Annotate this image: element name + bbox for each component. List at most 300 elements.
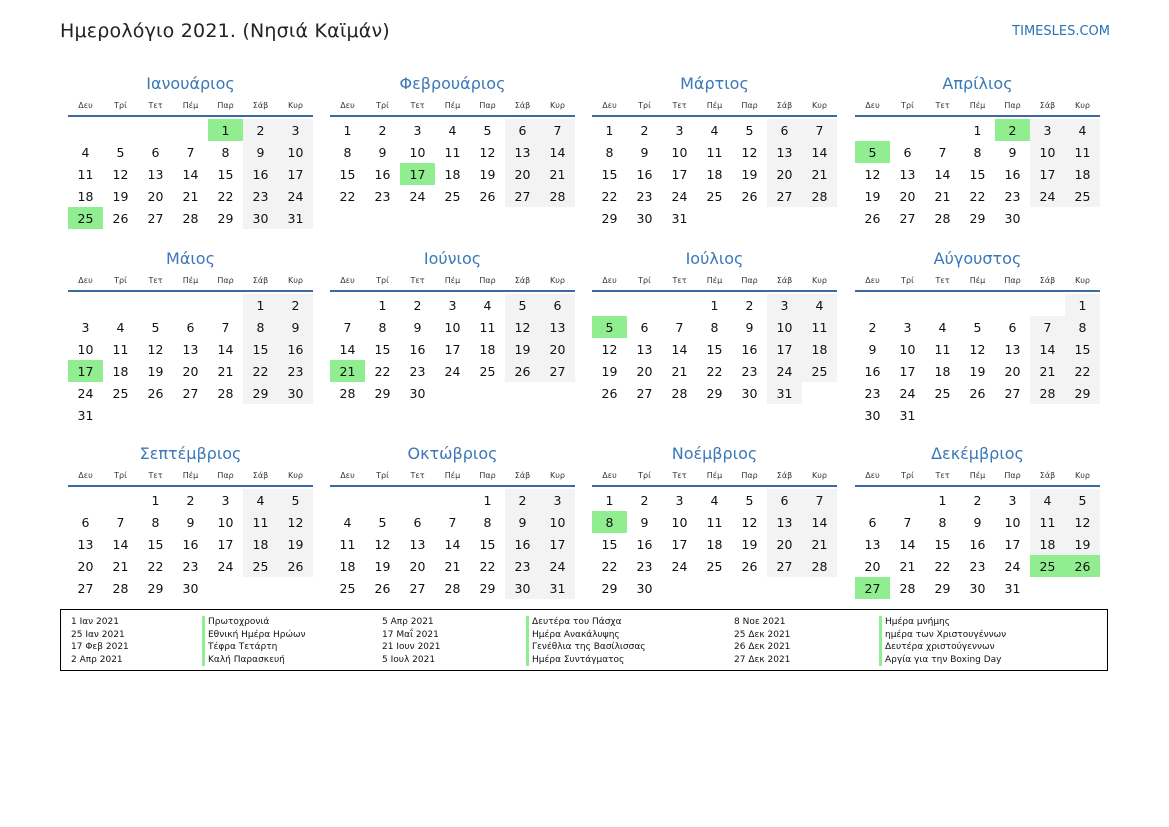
day-cell: 4 (1030, 489, 1065, 511)
day-cell: 24 (278, 185, 313, 207)
day-cell: 11 (339, 536, 356, 552)
day-grid (855, 294, 1100, 426)
day-cell: 10 (217, 514, 234, 530)
day-cell: 26 (864, 210, 881, 226)
holiday-name: Γενέθλια της Βασίλισσας (526, 641, 646, 654)
day-cell: 29 (1065, 382, 1100, 404)
day-cell: 5 (973, 319, 982, 335)
day-cell: 6 (640, 319, 649, 335)
day-cell: 21 (899, 558, 916, 574)
holiday-name: Ημέρα Ανακάλυψης (526, 629, 646, 642)
day-cell: 21 (112, 558, 129, 574)
day-cell: 27 (77, 580, 94, 596)
month-calendar (592, 247, 837, 404)
weekday-label: Τετ (410, 101, 425, 110)
day-cell: 16 (374, 166, 391, 182)
day-cell: 26 (479, 188, 496, 204)
day-cell: 3 (81, 319, 90, 335)
day-cell: 30 (505, 577, 540, 599)
day-cell: 1 (973, 122, 982, 138)
weekday-label: Πέμ (969, 101, 986, 110)
day-cell: 3 (278, 119, 313, 141)
day-cell: 16 (182, 536, 199, 552)
weekday-label: Παρ (479, 471, 496, 480)
holiday-date: 2 Απρ 2021 (71, 654, 123, 665)
day-cell: 26 (601, 385, 618, 401)
month-calendar (330, 72, 575, 207)
day-cell: 28 (540, 185, 575, 207)
day-cell: 11 (77, 166, 94, 182)
holiday-names-col-3 (879, 616, 1006, 666)
day-cell: 2 (505, 489, 540, 511)
day-cell: 20 (636, 363, 653, 379)
day-grid (855, 489, 1100, 599)
weekday-label: Παρ (1004, 471, 1021, 480)
day-cell: 19 (741, 536, 758, 552)
day-cell: 14 (444, 536, 461, 552)
weekday-label: Τρί (114, 276, 127, 285)
day-cell: 28 (899, 580, 916, 596)
day-cell: 5 (1065, 489, 1100, 511)
weekday-label: Σάβ (514, 276, 531, 285)
day-cell: 3 (448, 297, 457, 313)
empty-cell (627, 294, 662, 316)
day-cell: 2 (243, 119, 278, 141)
site-link[interactable]: TIMESLES.COM (1012, 24, 1110, 39)
holiday-name: Τέφρα Τετάρτη (202, 641, 306, 654)
month-name: Οκτώβριος (407, 444, 498, 463)
day-cell: 25 (243, 555, 278, 577)
day-cell: 12 (741, 144, 758, 160)
day-cell: 5 (505, 294, 540, 316)
day-cell: 6 (413, 514, 422, 530)
day-cell: 24 (1004, 558, 1021, 574)
day-cell: 12 (147, 341, 164, 357)
day-cell: 13 (864, 536, 881, 552)
day-cell: 6 (81, 514, 90, 530)
day-cell: 10 (444, 319, 461, 335)
day-cell: 22 (1065, 360, 1100, 382)
weekday-label: Τετ (148, 276, 163, 285)
day-cell: 17 (671, 536, 688, 552)
day-cell: 12 (479, 144, 496, 160)
day-cell: 10 (767, 316, 802, 338)
weekday-label: Σάβ (1039, 471, 1056, 480)
weekday-header (855, 271, 1100, 292)
empty-cell (208, 294, 243, 316)
empty-cell (435, 489, 470, 511)
day-cell: 29 (969, 210, 986, 226)
day-cell: 20 (77, 558, 94, 574)
day-cell: 21 (802, 163, 837, 185)
day-cell: 29 (243, 382, 278, 404)
day-cell: 20 (767, 163, 802, 185)
day-cell: 31 (899, 407, 916, 423)
day-cell: 23 (741, 363, 758, 379)
weekday-label: Δευ (602, 471, 617, 480)
day-cell: 24 (767, 360, 802, 382)
day-cell: 13 (899, 166, 916, 182)
day-cell: 30 (182, 580, 199, 596)
day-cell: 7 (221, 319, 230, 335)
day-cell: 30 (636, 210, 653, 226)
day-cell: 2 (378, 122, 387, 138)
day-cell: 7 (903, 514, 912, 530)
day-cell: 27 (636, 385, 653, 401)
day-cell: 26 (147, 385, 164, 401)
day-cell: 7 (343, 319, 352, 335)
day-cell: 9 (505, 511, 540, 533)
month-calendar (68, 72, 313, 229)
day-cell: 31 (767, 382, 802, 404)
weekday-label: Παρ (217, 471, 234, 480)
empty-cell (173, 119, 208, 141)
day-cell: 29 (601, 210, 618, 226)
weekday-label: Δευ (78, 101, 93, 110)
day-cell: 19 (278, 533, 313, 555)
day-cell: 26 (278, 555, 313, 577)
day-cell: 9 (186, 514, 195, 530)
weekday-label: Δευ (602, 101, 617, 110)
day-cell: 25 (802, 360, 837, 382)
weekday-label: Τετ (935, 276, 950, 285)
weekday-label: Πέμ (182, 276, 199, 285)
weekday-label: Τρί (376, 471, 389, 480)
empty-cell (925, 119, 960, 141)
day-cell: 26 (112, 210, 129, 226)
day-cell: 4 (81, 144, 90, 160)
day-cell: 14 (540, 141, 575, 163)
day-cell: 19 (601, 363, 618, 379)
weekday-label: Τρί (901, 101, 914, 110)
month-calendar (855, 247, 1100, 426)
day-cell: 4 (710, 122, 719, 138)
day-cell: 23 (505, 555, 540, 577)
day-cell: 14 (802, 141, 837, 163)
day-cell: 18 (706, 166, 723, 182)
day-cell: 16 (505, 533, 540, 555)
month-name: Απρίλιος (942, 74, 1013, 93)
day-cell: 10 (1030, 141, 1065, 163)
month-calendar (330, 247, 575, 404)
weekday-label: Παρ (1004, 101, 1021, 110)
day-cell: 5 (278, 489, 313, 511)
weekday-label: Πέμ (706, 276, 723, 285)
day-cell: 1 (1065, 294, 1100, 316)
day-cell: 16 (636, 536, 653, 552)
holiday-date: 26 Δεκ 2021 (734, 642, 791, 652)
empty-cell (103, 119, 138, 141)
holiday-name: Εθνική Ημέρα Ηρώων (202, 629, 306, 642)
day-cell: 22 (243, 360, 278, 382)
day-cell: 31 (77, 407, 94, 423)
day-cell: 1 (605, 122, 614, 138)
day-grid (68, 119, 313, 229)
day-cell: 30 (1004, 210, 1021, 226)
day-cell: 25 (934, 385, 951, 401)
day-cell: 16 (1004, 166, 1021, 182)
day-cell: 9 (640, 144, 649, 160)
day-cell: 18 (339, 558, 356, 574)
day-cell: 20 (505, 163, 540, 185)
day-cell: 16 (409, 341, 426, 357)
holiday-name: Καλή Παρασκευή (202, 654, 306, 667)
weekday-label: Παρ (479, 101, 496, 110)
day-grid (68, 489, 313, 599)
weekday-label: Τρί (638, 276, 651, 285)
weekday-label: Δευ (340, 276, 355, 285)
day-cell: 24 (409, 188, 426, 204)
weekday-label: Τετ (935, 101, 950, 110)
day-cell: 13 (540, 316, 575, 338)
day-cell: 7 (448, 514, 457, 530)
day-grid (330, 294, 575, 404)
day-cell: 11 (706, 144, 723, 160)
holiday-day-cell: 25 (68, 207, 103, 229)
holiday-day-cell: 8 (592, 511, 627, 533)
day-cell: 25 (1065, 185, 1100, 207)
weekday-label: Δευ (865, 101, 880, 110)
day-cell: 23 (636, 558, 653, 574)
day-cell: 8 (938, 514, 947, 530)
empty-cell (890, 294, 925, 316)
weekday-header (592, 466, 837, 487)
month-name: Ιανουάριος (146, 74, 235, 93)
month-calendar (68, 247, 313, 426)
holiday-day-cell: 26 (1065, 555, 1100, 577)
day-cell: 24 (77, 385, 94, 401)
day-cell: 4 (1065, 119, 1100, 141)
day-cell: 3 (675, 122, 684, 138)
weekday-label: Τετ (410, 471, 425, 480)
day-cell: 27 (147, 210, 164, 226)
day-cell: 17 (278, 163, 313, 185)
day-cell: 19 (112, 188, 129, 204)
day-cell: 8 (483, 514, 492, 530)
empty-cell (925, 294, 960, 316)
day-cell: 16 (278, 338, 313, 360)
day-cell: 23 (636, 188, 653, 204)
day-cell: 9 (1008, 144, 1017, 160)
holiday-date: 17 Μαΐ 2021 (382, 629, 439, 640)
day-cell: 27 (1004, 385, 1021, 401)
day-cell: 13 (147, 166, 164, 182)
weekday-label: Κυρ (1075, 471, 1090, 480)
day-cell: 5 (745, 122, 754, 138)
day-cell: 22 (479, 558, 496, 574)
day-cell: 7 (186, 144, 195, 160)
day-cell: 15 (479, 536, 496, 552)
weekday-label: Κυρ (1075, 101, 1090, 110)
day-cell: 22 (339, 188, 356, 204)
day-cell: 9 (640, 514, 649, 530)
weekday-label: Κυρ (550, 471, 565, 480)
day-cell: 21 (217, 363, 234, 379)
day-cell: 30 (243, 207, 278, 229)
day-cell: 23 (243, 185, 278, 207)
day-cell: 3 (1030, 119, 1065, 141)
day-cell: 18 (1065, 163, 1100, 185)
day-cell: 26 (741, 558, 758, 574)
month-name: Νοέμβριος (671, 444, 758, 463)
weekday-label: Δευ (865, 471, 880, 480)
holiday-names-col-2 (526, 616, 646, 666)
weekday-label: Δευ (340, 471, 355, 480)
day-cell: 14 (671, 341, 688, 357)
weekday-header (592, 271, 837, 292)
weekday-label: Πέμ (182, 471, 199, 480)
day-cell: 11 (479, 319, 496, 335)
day-cell: 9 (868, 341, 877, 357)
weekday-label: Πέμ (969, 276, 986, 285)
weekday-label: Παρ (1004, 276, 1021, 285)
day-cell: 9 (378, 144, 387, 160)
day-cell: 30 (741, 385, 758, 401)
day-cell: 3 (1008, 492, 1017, 508)
day-cell: 18 (479, 341, 496, 357)
day-cell: 21 (444, 558, 461, 574)
day-cell: 23 (864, 385, 881, 401)
weekday-label: Πέμ (969, 471, 986, 480)
day-cell: 12 (112, 166, 129, 182)
month-name: Φεβρουάριος (399, 74, 506, 93)
day-cell: 29 (479, 580, 496, 596)
holiday-day-cell: 27 (855, 577, 890, 599)
day-cell: 17 (1030, 163, 1065, 185)
day-cell: 26 (741, 188, 758, 204)
day-cell: 15 (217, 166, 234, 182)
day-cell: 15 (147, 536, 164, 552)
day-cell: 20 (540, 338, 575, 360)
day-cell: 28 (182, 210, 199, 226)
day-cell: 9 (243, 141, 278, 163)
day-cell: 16 (864, 363, 881, 379)
empty-cell (68, 294, 103, 316)
day-cell: 12 (969, 341, 986, 357)
day-cell: 18 (802, 338, 837, 360)
day-grid (330, 489, 575, 599)
day-cell: 10 (1004, 514, 1021, 530)
day-cell: 6 (540, 294, 575, 316)
day-cell: 2 (186, 492, 195, 508)
empty-cell (103, 294, 138, 316)
day-cell: 13 (182, 341, 199, 357)
day-cell: 27 (767, 185, 802, 207)
day-cell: 20 (147, 188, 164, 204)
weekday-label: Κυρ (550, 276, 565, 285)
day-cell: 22 (374, 363, 391, 379)
weekday-label: Σάβ (776, 276, 793, 285)
weekday-label: Παρ (479, 276, 496, 285)
day-cell: 24 (671, 188, 688, 204)
holiday-date: 5 Απρ 2021 (382, 617, 434, 627)
weekday-label: Δευ (78, 471, 93, 480)
holiday-day-cell: 5 (592, 316, 627, 338)
day-cell: 13 (505, 141, 540, 163)
day-cell: 15 (706, 341, 723, 357)
day-cell: 10 (899, 341, 916, 357)
weekday-label: Πέμ (706, 471, 723, 480)
month-name: Μάιος (166, 249, 215, 268)
holiday-name: Ημέρα Συντάγματος (526, 654, 646, 667)
day-cell: 11 (112, 341, 129, 357)
day-cell: 19 (374, 558, 391, 574)
empty-cell (890, 119, 925, 141)
day-grid (592, 489, 837, 599)
day-cell: 13 (77, 536, 94, 552)
day-cell: 27 (182, 385, 199, 401)
day-cell: 16 (636, 166, 653, 182)
holiday-name: Πρωτοχρονιά (202, 616, 306, 629)
day-cell: 13 (409, 536, 426, 552)
day-cell: 18 (1030, 533, 1065, 555)
day-cell: 18 (706, 536, 723, 552)
holiday-name: Αργία για την Boxing Day (879, 654, 1006, 667)
day-cell: 6 (868, 514, 877, 530)
empty-cell (138, 294, 173, 316)
day-cell: 28 (444, 580, 461, 596)
empty-cell (662, 294, 697, 316)
day-cell: 27 (540, 360, 575, 382)
day-cell: 15 (243, 338, 278, 360)
empty-cell (960, 294, 995, 316)
empty-cell (330, 294, 365, 316)
day-cell: 21 (182, 188, 199, 204)
weekday-label: Τετ (148, 471, 163, 480)
day-cell: 8 (151, 514, 160, 530)
day-cell: 4 (116, 319, 125, 335)
day-cell: 17 (767, 338, 802, 360)
day-cell: 14 (899, 536, 916, 552)
day-cell: 23 (969, 558, 986, 574)
day-cell: 6 (151, 144, 160, 160)
day-cell: 3 (903, 319, 912, 335)
day-cell: 13 (1004, 341, 1021, 357)
day-cell: 20 (767, 533, 802, 555)
day-cell: 7 (540, 119, 575, 141)
day-cell: 20 (899, 188, 916, 204)
day-cell: 21 (934, 188, 951, 204)
weekday-header (855, 466, 1100, 487)
day-cell: 7 (116, 514, 125, 530)
day-cell: 23 (409, 363, 426, 379)
weekday-label: Τρί (901, 471, 914, 480)
day-cell: 8 (221, 144, 230, 160)
day-cell: 31 (278, 207, 313, 229)
day-cell: 15 (374, 341, 391, 357)
month-name: Σεπτέμβριος (139, 444, 242, 463)
day-cell: 4 (938, 319, 947, 335)
day-cell: 12 (374, 536, 391, 552)
weekday-label: Τρί (638, 471, 651, 480)
day-grid (592, 119, 837, 229)
day-cell: 21 (802, 533, 837, 555)
day-cell: 13 (767, 141, 802, 163)
day-cell: 5 (483, 122, 492, 138)
day-cell: 5 (116, 144, 125, 160)
day-cell: 2 (640, 122, 649, 138)
day-cell: 8 (973, 144, 982, 160)
day-cell: 22 (969, 188, 986, 204)
day-cell: 8 (378, 319, 387, 335)
weekday-header (855, 96, 1100, 117)
day-cell: 24 (1030, 185, 1065, 207)
day-cell: 30 (409, 385, 426, 401)
day-cell: 17 (540, 533, 575, 555)
day-cell: 28 (802, 185, 837, 207)
day-cell: 30 (636, 580, 653, 596)
day-cell: 10 (278, 141, 313, 163)
